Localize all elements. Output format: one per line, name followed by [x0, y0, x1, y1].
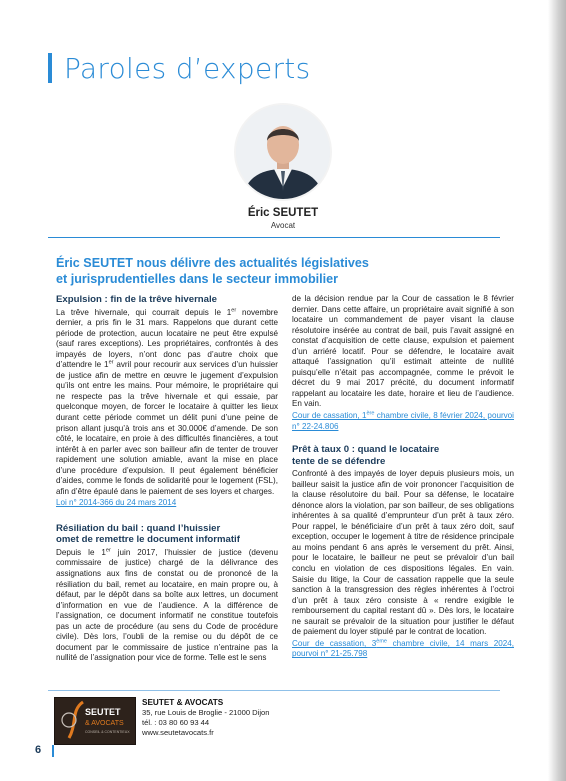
- firm-name: SEUTET & AVOCATS: [142, 698, 224, 707]
- firm-logo: [54, 697, 136, 745]
- divider-top: [48, 237, 500, 238]
- page-title: Paroles d’experts: [64, 51, 311, 85]
- section-header: [48, 48, 310, 88]
- firm-contact: [142, 698, 270, 738]
- reference-link-cass-2024-mar[interactable]: Cour de cassation, 3ème chambre civile, 14 mars 2024, pourvoi n° 21-25.798: [292, 638, 514, 659]
- firm-address: 35, rue Louis de Broglie - 21000 Dijon: [142, 708, 270, 717]
- section-body-pret-taux-zero: Confronté à des impayés de loyer depuis plusieurs mois, un bailleur saisit la justice afin de voir prononcer l’acquisition de la clause résolutoire du bail. Pour sa défense, le locataire dénonce alors la violation, par son bailleur, de ses obligations inhérentes à sa qualité d’emprunteur d’un prêt à taux zéro. Pour rappel, le bénéficiaire d’un prêt à taux zéro doit, sauf exception, occuper le logement à titre de résidence principale au moins pendant 6 ans après le versement du prêt. Ainsi, pour le locataire, le bailleur ne peut se prévaloir d’un bail conclu en violation de ces dispositions légales. En vain. Saisie du litige, la Cour de cassation rappelle que la seule sanction à la transgression des règles inhérentes à l’octroi d’un prêt à taux zéro consiste à « rendre exigible le remboursement du capital restant dû ». Dès lors, le locataire ne saurait se prévaloir de la situation pour justifier le défaut de paiement du loyer stipulé par le contrat de location.: [292, 469, 514, 637]
- firm-phone: tél. : 03 80 60 93 44: [142, 718, 210, 727]
- section-body-expulsion: La trêve hivernale, qui courrait depuis le 1er novembre dernier, a pris fin le 31 mars. Rappelons que durant cette période de protection, aucun locataire ne peut être expulsé (sauf rares exceptions). Les propriétaires, confrontés à des impayés de loyers, n’ont donc pas d’autre choix que d’attendre le 1er avril pour recourir aux services d’un huissier de justice afin de mettre en œuvre le jugement d’expulsion qu’ils ont entre les mains. Pour mémoire, le propriétaire qui ne respecte pas la trêve hivernale et qui essaie, par quelconque moyen, de forcer le locataire à quitter les lieux durant cette période commet un délit puni d’une peine de prison allant jusqu’à trois ans et 30.000€ d’amende. De son côté, le locataire, en proie à des difficultés financières, a tout intérêt à en parler avec son bailleur afin de tenter de trouver rapidement une solution amiable, avant la mise en place d’une procédure d’expulsion. Il peut également bénéficier d’aides, comme le fonds de solidarité pour le logement (FSL), afin d’être épaulé dans le paiement de ses loyers et charges.: [56, 306, 278, 496]
- section-title-pret-taux-zero: Prêt à taux 0 : quand le locataire tente de se défendre: [292, 444, 440, 467]
- reference-link-loi[interactable]: Loi n° 2014-366 du 24 mars 2014: [56, 498, 177, 508]
- section-body-resiliation-cont: de la décision rendue par la Cour de cassation le 8 février dernier. Dans cette affaire, un propriétaire avait signifié à son locataire un commandement de payer visant la clause résolutoire insérée au contrat de bail, puis l’avait assigné en constat d’acquisition de cette clause, expulsion et paiement d’un arriéré locatif. Pour se défendre, le locataire avait attaqué l’assignation qu’il estimait atteinte de nullité puisqu’elle n’était pas accompagnée, comme le prévoit le décret du 9 mai 2017 précité, du document informatif rappelant au locataire les date, horaire et lieu de l’audience. En vain.: [292, 294, 514, 409]
- author-role: Avocat: [270, 221, 296, 230]
- header-accent-bar: [48, 53, 52, 83]
- logo-text-avocats: & AVOCATS: [85, 720, 124, 727]
- page-number-bar: [52, 745, 54, 757]
- firm-website-link[interactable]: www.seutetavocats.fr: [142, 728, 214, 737]
- column-left: [56, 294, 278, 664]
- divider-bottom: [48, 690, 500, 691]
- portrait-image: [236, 105, 330, 199]
- section-title-expulsion: Expulsion : fin de la trêve hivernale: [56, 294, 218, 305]
- logo-text-tagline: CONSEIL & CONTENTIEUX: [85, 730, 130, 734]
- reference-link-cass-2024-feb[interactable]: Cour de cassation, 1ère chambre civile, 8 février 2024, pourvoi n° 22-24.806: [292, 410, 514, 431]
- column-right: [292, 294, 514, 660]
- section-title-resiliation: Résiliation du bail : quand l’huissier omet de remettre le document informatif: [56, 522, 240, 546]
- page-edge-shadow: [548, 0, 566, 781]
- article-headline: [56, 256, 496, 287]
- author-name: Éric SEUTET: [247, 207, 319, 219]
- logo-text-seutet: SEUTET: [85, 707, 121, 717]
- page-number: 6: [35, 744, 42, 756]
- logo-mark: [55, 698, 135, 744]
- headline-line-2: et jurisprudentielles dans le secteur immobilier: [56, 271, 339, 286]
- author-portrait: [236, 105, 330, 199]
- section-body-resiliation: Depuis le 1er juin 2017, l’huissier de justice (devenu commissaire de justice) chargé de la délivrance des assignations aux fins de constat ou de prononcé de la résiliation du bail, remet au locataire, en main propre ou, à défaut, par le dépôt dans sa boîte aux lettres, un document d’information en vue de l’audience. A la différence de l’assignation, ce document informatif ne constitue toutefois pas un acte de procédure (au sens du Code de procédure civile). Dès lors, l’oubli de la remise ou du dépôt de ce document par le commissaire de justice n’entraine pas la nullité de l’assignation pour vice de forme. Telle est le sens: [56, 547, 278, 663]
- headline-line-1: Éric SEUTET nous délivre des actualités législatives: [56, 256, 369, 270]
